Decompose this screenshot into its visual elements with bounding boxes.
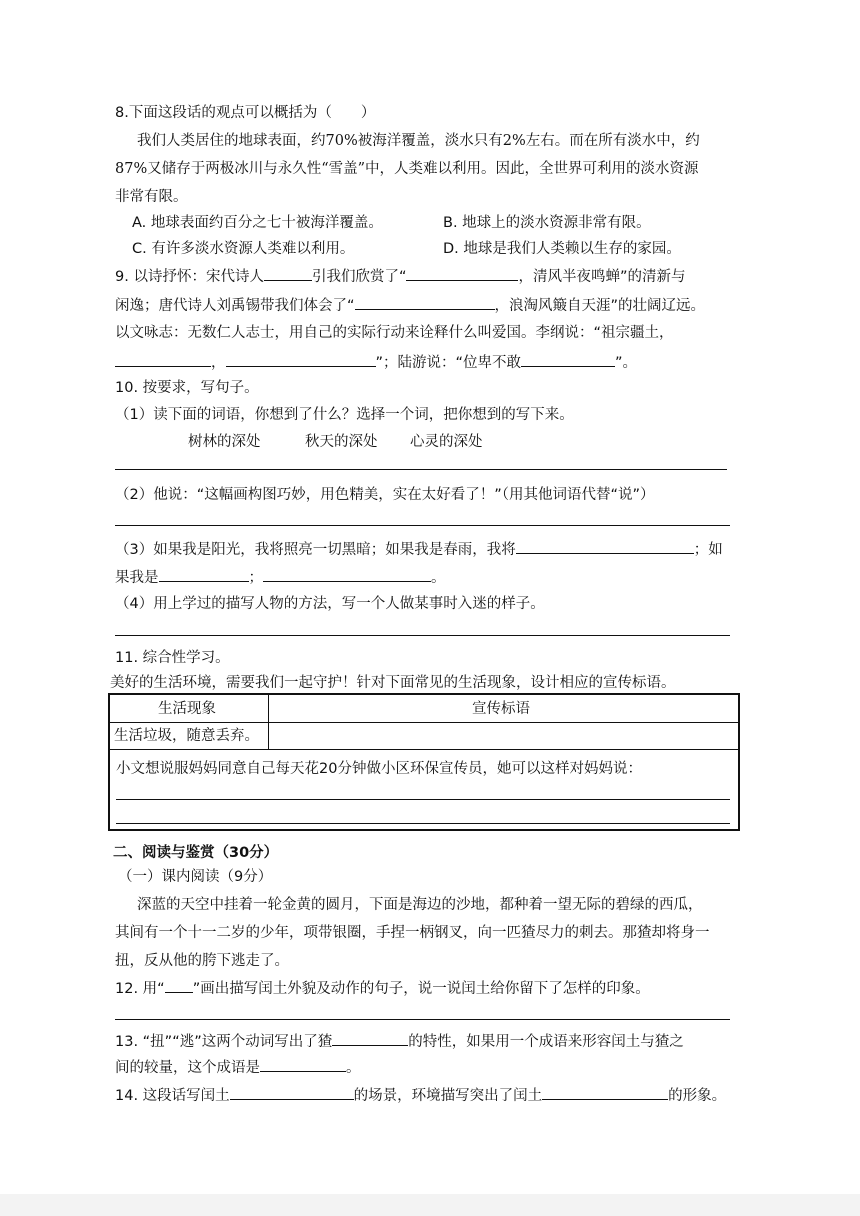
q13-text-b: 的特性，如果用一个成语来形容闰土与猹之 — [408, 1034, 684, 1050]
table-header-slogan: 宣传标语 — [472, 701, 530, 717]
q12-underline-sample — [165, 982, 193, 993]
q10-title: 10. 按要求，写句子。 — [115, 380, 259, 396]
q9-text-1c: ，清风半夜鸣蝉”的清新与 — [518, 269, 686, 285]
q8-option-b[interactable]: B. 地球上的淡水资源非常有限。 — [443, 215, 651, 231]
q8-option-d[interactable]: D. 地球是我们人类赖以生存的家园。 — [443, 241, 681, 257]
table-answer-line-1[interactable] — [116, 799, 730, 800]
q9-blank-verse-1[interactable] — [406, 266, 518, 281]
q10-blank-if-i-am[interactable] — [159, 567, 249, 582]
table-note: 小文想说服妈妈同意自己每天花20分钟做小区环保宣传员，她可以这样对妈妈说： — [116, 761, 642, 777]
q9-line-1 — [115, 266, 685, 287]
table-header-phenomenon: 生活现象 — [158, 701, 216, 717]
q14-blank-image[interactable] — [542, 1085, 668, 1100]
q10-s3-text-c: 果我是 — [115, 570, 159, 586]
q10-s3-text-d: ； — [248, 570, 263, 586]
q11-title: 11. 综合性学习。 — [115, 650, 230, 666]
q9-text-4a: ， — [211, 355, 226, 371]
q9-text-2b: ，浪淘风簸自天涯”的壮阔辽远。 — [494, 298, 706, 314]
q13-text-d: 。 — [346, 1060, 361, 1076]
q9-blank-li-gang-2[interactable] — [226, 352, 376, 367]
q14-text-c: 的形象。 — [668, 1088, 727, 1104]
q9-text-1a: 9. 以诗抒怀：宋代诗人 — [115, 269, 264, 285]
reading-passage-line-1: 深蓝的天空中挂着一轮金黄的圆月，下面是海边的沙地，都种着一望无际的碧绿的西瓜， — [137, 897, 703, 913]
q10-blank-spring-rain[interactable] — [516, 539, 694, 554]
q13-text-c: 间的较量，这个成语是 — [115, 1060, 260, 1076]
table-row-slogan-input[interactable] — [280, 726, 720, 746]
q10-sub-4: （4）用上学过的描写人物的方法，写一个人做某事时入迷的样子。 — [115, 596, 545, 612]
q10-s3-text-e: 。 — [431, 570, 446, 586]
q10-word-1: 树林的深处 — [188, 434, 261, 450]
q13-blank-idiom[interactable] — [260, 1057, 346, 1072]
q10-sub-3-line-1 — [115, 539, 723, 560]
q12-answer-line[interactable] — [115, 1019, 730, 1020]
q10-word-3: 心灵的深处 — [410, 434, 483, 450]
q9-blank-poet[interactable] — [264, 266, 312, 281]
q14-text-a: 14. 这段话写闰土 — [115, 1088, 230, 1104]
q10-s3-text-a: （3）如果我是阳光，我将照亮一切黑暗；如果我是春雨，我将 — [115, 542, 516, 558]
q9-line-2 — [115, 295, 705, 316]
q10-sub-3-line-2 — [115, 567, 446, 588]
q8-option-c[interactable]: C. 有许多淡水资源人类难以利用。 — [132, 241, 355, 257]
q9-blank-lu-you[interactable] — [521, 352, 615, 367]
table-answer-line-2[interactable] — [116, 823, 730, 824]
table-header-divider — [110, 722, 738, 723]
q10-s3-text-b: ；如 — [693, 542, 723, 558]
q14-blank-scene[interactable] — [230, 1085, 354, 1100]
q9-text-2a: 闲逸；唐代诗人刘禹锡带我们体会了“ — [115, 298, 355, 314]
q13-text-a: 13. “扭”“逃”这两个动词写出了猹 — [115, 1034, 333, 1050]
q12-text-b: ”画出描写闰土外貌及动作的句子，说一说闰土给你留下了怎样的印象。 — [192, 981, 650, 997]
q10-blank-i-will[interactable] — [263, 567, 431, 582]
q14-line — [115, 1085, 726, 1106]
q10-sub-1: （1）读下面的词语，你想到了什么？选择一个词，把你想到的写下来。 — [115, 407, 574, 423]
table-row-phenomenon: 生活垃圾，随意丢弃。 — [114, 728, 259, 744]
q13-line-1 — [115, 1031, 684, 1052]
q13-blank-trait[interactable] — [332, 1031, 408, 1046]
q9-blank-li-gang-1[interactable] — [115, 352, 211, 367]
q9-line-4 — [115, 352, 637, 373]
q10-sub-2: （2）他说：“这幅画构图巧妙，用色精美，实在太好看了！”（用其他词语代替“说”） — [115, 487, 655, 503]
q12-question — [115, 979, 650, 999]
q10-answer-line-1[interactable] — [115, 469, 727, 470]
q11-intro: 美好的生活环境，需要我们一起守护！针对下面常见的生活现象，设计相应的宣传标语。 — [110, 675, 676, 691]
q10-answer-line-2[interactable] — [115, 525, 730, 526]
q10-word-2: 秋天的深处 — [305, 434, 378, 450]
page-bottom-edge — [0, 1194, 860, 1216]
q14-text-b: 的场景，环境描写突出了闰土 — [353, 1088, 543, 1104]
q9-blank-verse-2[interactable] — [355, 295, 495, 310]
q8-passage-line-1: 我们人类居住的地球表面，约70%被海洋覆盖，淡水只有2%左右。而在所有淡水中，约 — [137, 133, 700, 149]
section-2-title: 二、阅读与鉴赏（30分） — [113, 845, 279, 861]
q8-passage-line-3: 非常有限。 — [115, 189, 188, 205]
q9-text-4b: ”；陆游说：“位卑不敢 — [375, 355, 522, 371]
q8-title: 8.下面这段话的观点可以概括为（ ） — [115, 105, 376, 121]
reading-passage-line-2: 其间有一个十一二岁的少年，项带银圈，手捏一柄钢叉，向一匹猹尽力的刺去。那猹却将身一 — [115, 925, 710, 941]
q9-text-4c: ”。 — [615, 355, 638, 371]
table-row-divider — [110, 749, 738, 750]
reading-passage-line-3: 扭，反从他的胯下逃走了。 — [115, 953, 289, 969]
q12-text-a: 12. 用“ — [115, 981, 165, 997]
q10-answer-line-4[interactable] — [115, 635, 730, 636]
q9-text-1b: 引我们欣赏了“ — [311, 269, 407, 285]
section-2-subtitle: （一）课内阅读（9分） — [118, 869, 273, 885]
q8-passage-line-2: 87%又储存于两极冰川与永久性“雪盖”中，人类难以利用。因此，全世界可利用的淡水资源 — [115, 161, 699, 177]
q13-line-2 — [115, 1057, 361, 1078]
slogan-table — [108, 693, 740, 831]
q9-line-3: 以文咏志：无数仁人志士，用自己的实际行动来诠释什么叫爱国。李纲说：“祖宗疆土， — [115, 325, 674, 341]
q8-option-a[interactable]: A. 地球表面约百分之七十被海洋覆盖。 — [132, 215, 383, 231]
